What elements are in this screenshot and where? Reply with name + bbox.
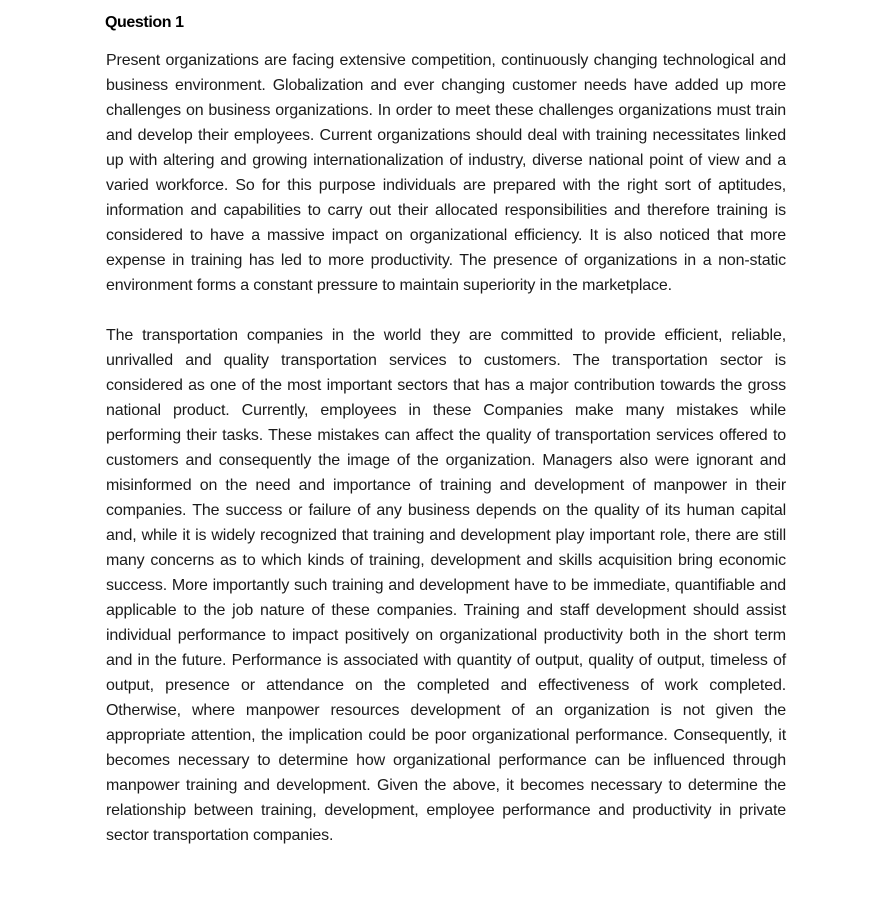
paragraph-transportation: The transportation companies in the world they are committed to provide efficient, reliable, unrivalled and quality transportation services to customers. The transportation sector is considered as one of the most important sectors that has a major contribution towards the gross national product. Currently, employees in these Companies make many mistakes while performing their tasks. These mistakes can affect the quality of transportation services offered to customers and consequently the image of the organization. Managers also were ignorant and misinformed on the need and importance of training and development of manpower in their companies. The success or failure of any business depends on the quality of its human capital and, while it is widely recognized that training and development play important role, there are still many concerns as to which kinds of training, development and skills acquisition bring economic success. More importantly such training and development have to be immediate, quantifiable and applicable to the job nature of these companies. Training and staff development should assist individual performance to impact positively on organizational productivity both in the short term and in the future. Performance is associated with quantity of output, quality of output, timeless of output, presence or attendance on the completed and effectiveness of work completed. Otherwise, where manpower resources development of an organization is not given the appropriate attention, the implication could be poor organizational performance. Consequently, it becomes necessary to determine how organizational performance can be influenced through manpower training and development. Given the above, it becomes necessary to determine the relationship between training, development, employee performance and productivity in private sector transportation companies.: [106, 327, 786, 844]
question-heading: Question 1: [105, 14, 184, 31]
paragraph-intro: Present organizations are facing extensive competition, continuously changing technological and business environment. Globalization and ever changing customer needs have added up more challenges on business organizations. In order to meet these challenges organizations must train and develop their employees. Current organizations should deal with training necessitates linked up with altering and growing internationalization of industry, diverse national point of view and a varied workforce. So for this purpose individuals are prepared with the right sort of aptitudes, information and capabilities to carry out their allocated responsibilities and therefore training is considered to have a massive impact on organizational efficiency. It is also noticed that more expense in training has led to more productivity. The presence of organizations in a non-static environment forms a constant pressure to maintain superiority in the marketplace.: [106, 52, 786, 294]
document-page: [106, 12, 786, 848]
